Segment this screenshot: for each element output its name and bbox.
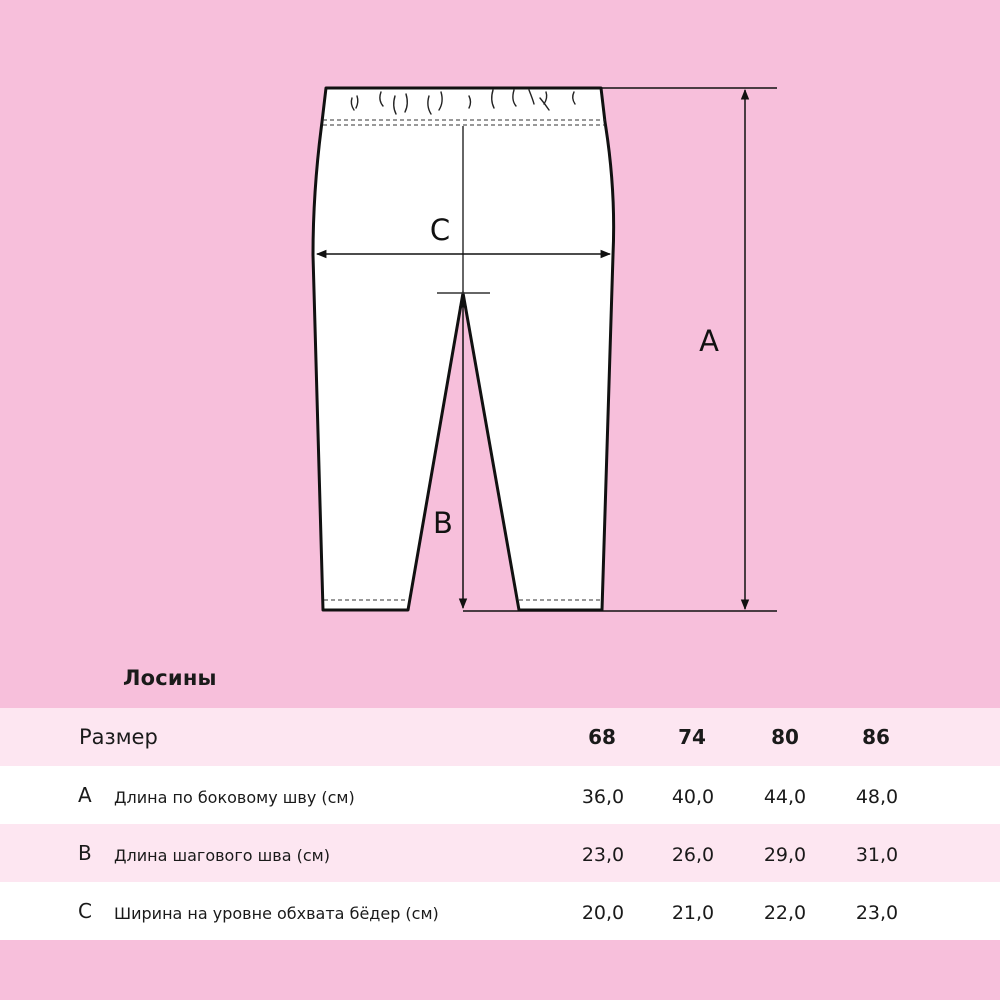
row-code: B [78, 841, 92, 865]
size-column-74: 74 [678, 725, 706, 749]
size-column-68: 68 [588, 725, 616, 749]
size-table-header [0, 708, 1000, 766]
table-row [0, 882, 1000, 940]
row-description: Ширина на уровне обхвата бёдер (см) [114, 904, 439, 923]
row-value: 48,0 [855, 786, 899, 808]
size-header-label: Размер [79, 725, 158, 749]
row-description: Длина шагового шва (см) [114, 846, 330, 865]
dimension-a [602, 88, 777, 609]
dimension-label-c: C [429, 213, 451, 247]
row-value: 20,0 [581, 902, 625, 924]
product-title: Лосины [123, 666, 217, 690]
row-value: 26,0 [671, 844, 715, 866]
row-value: 23,0 [855, 902, 899, 924]
row-value: 36,0 [581, 786, 625, 808]
dimension-label-b: B [433, 506, 453, 540]
row-value: 21,0 [671, 902, 715, 924]
row-value: 23,0 [581, 844, 625, 866]
row-value: 40,0 [671, 786, 715, 808]
table-row [0, 824, 1000, 882]
row-code: A [78, 783, 92, 807]
size-table [0, 708, 1000, 940]
row-value: 31,0 [855, 844, 899, 866]
row-value: 22,0 [763, 902, 807, 924]
row-value: 29,0 [763, 844, 807, 866]
row-description: Длина по боковому шву (см) [114, 788, 355, 807]
table-row [0, 766, 1000, 824]
row-code: C [78, 899, 92, 923]
size-column-80: 80 [771, 725, 799, 749]
dimension-label-a: A [699, 324, 719, 358]
row-value: 44,0 [763, 786, 807, 808]
size-column-86: 86 [862, 725, 890, 749]
